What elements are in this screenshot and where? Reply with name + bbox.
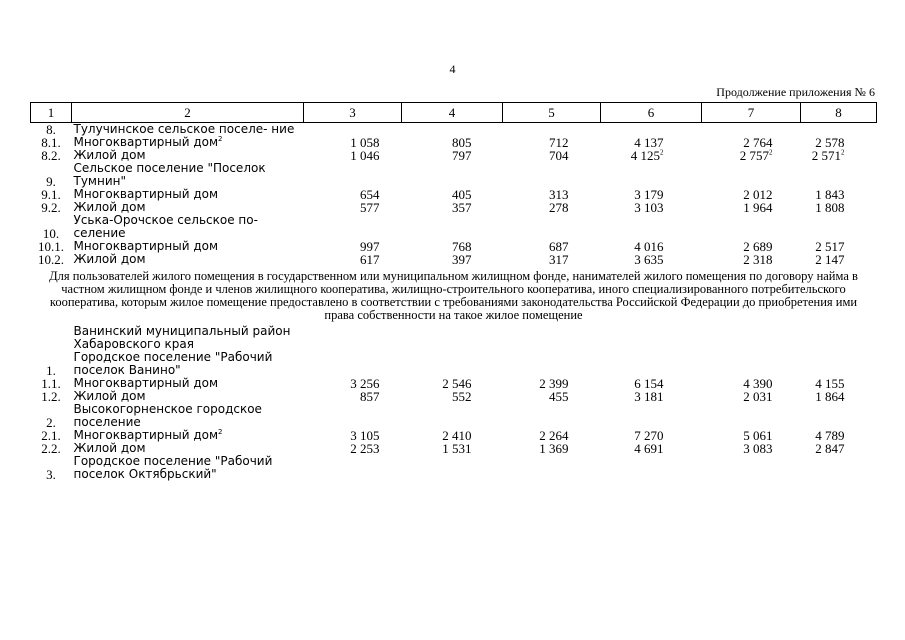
row-index: 1.2. (41, 389, 61, 404)
value-cell (304, 442, 402, 455)
row-index: 9.1. (41, 187, 61, 202)
value-text: 2 147 (815, 252, 845, 267)
value-text: 712 (549, 135, 569, 150)
value-cell (304, 240, 402, 253)
value-text: 1 046 (350, 148, 380, 163)
value-cell (702, 351, 801, 377)
value-cell (601, 455, 702, 481)
table-row (31, 351, 877, 377)
row-index: 8. (46, 122, 56, 137)
row-index: 2. (46, 415, 56, 430)
row-name (72, 162, 304, 188)
table-row (31, 162, 877, 188)
row-name-text: Жилой дом (73, 252, 146, 266)
value-cell (503, 162, 601, 188)
value-text: 7 270 (634, 428, 664, 443)
row-index: 8.1. (41, 135, 61, 150)
value-text: 397 (452, 252, 472, 267)
value-text: 2 264 (539, 428, 569, 443)
value-cell (702, 162, 801, 188)
value-cell (503, 253, 601, 266)
row-index: 8.2. (41, 148, 61, 163)
value-text: 1 369 (539, 441, 569, 456)
value-cell (702, 455, 801, 481)
row-index: 2.1. (41, 428, 61, 443)
table-row (31, 325, 877, 351)
value-cell (702, 442, 801, 455)
row-name-text: Ванинский муниципальный район Хабаровского края (73, 324, 291, 351)
header-cell: 8 (801, 103, 877, 123)
value-cell (402, 325, 503, 351)
value-cell (801, 149, 877, 162)
value-cell (304, 253, 402, 266)
row-name-text: Жилой дом (73, 389, 146, 403)
value-text: 2 546 (442, 376, 472, 391)
value-cell (402, 123, 503, 137)
value-text: 405 (452, 187, 472, 202)
value-text: 5 061 (743, 428, 773, 443)
value-cell (304, 201, 402, 214)
value-cell (402, 201, 503, 214)
value-text: 3 181 (634, 389, 664, 404)
value-text: 1 058 (350, 135, 380, 150)
value-cell (702, 390, 801, 403)
value-text: 3 256 (350, 376, 380, 391)
value-cell (503, 214, 601, 240)
value-text: 2 517 (815, 239, 845, 254)
value-cell (304, 377, 402, 390)
value-text: 1 531 (442, 441, 472, 456)
table-row (31, 123, 877, 137)
value-cell (702, 214, 801, 240)
value-cell (503, 403, 601, 429)
value-text: 654 (360, 187, 380, 202)
value-cell (402, 253, 503, 266)
continuation-label: Продолжение приложения № 6 (716, 85, 875, 99)
value-cell (304, 123, 402, 137)
row-name-text: Сельское поселение "Поселок Тумнин" (73, 161, 266, 188)
footnote-mark: 2 (769, 148, 773, 157)
value-cell (702, 149, 801, 162)
value-text: 317 (549, 252, 569, 267)
row-name (72, 214, 304, 240)
row-index: 2.2. (41, 441, 61, 456)
value-cell (503, 442, 601, 455)
value-text: 805 (452, 135, 472, 150)
value-cell (503, 201, 601, 214)
header-cell: 4 (402, 103, 503, 123)
value-text: 2 399 (539, 376, 569, 391)
header-cell: 2 (72, 103, 304, 123)
value-cell (402, 390, 503, 403)
value-text: 1 864 (815, 389, 845, 404)
value-cell (402, 149, 503, 162)
value-text: 4 691 (634, 441, 664, 456)
row-name-text: Многоквартирный дом (73, 428, 219, 442)
row-name-text: Жилой дом (73, 200, 146, 214)
value-cell (601, 351, 702, 377)
value-cell (601, 253, 702, 266)
row-name-text: Городское поселение "Рабочий поселок Октябрьский" (73, 454, 273, 481)
table-row (31, 455, 877, 481)
value-text: 278 (549, 200, 569, 215)
value-cell (801, 253, 877, 266)
value-text: 997 (360, 239, 380, 254)
value-cell (402, 442, 503, 455)
row-name-text: Многоквартирный дом (73, 376, 219, 390)
value-cell (304, 351, 402, 377)
note-row (31, 266, 877, 325)
table-row (31, 403, 877, 429)
row-name (72, 455, 304, 481)
value-text: 552 (452, 389, 472, 404)
row-index: 10.2. (38, 252, 64, 267)
value-text: 2 253 (350, 441, 380, 456)
footnote-mark: 2 (218, 428, 223, 436)
value-cell (503, 351, 601, 377)
header-cell: 1 (31, 103, 72, 123)
value-cell (304, 214, 402, 240)
value-cell (402, 214, 503, 240)
value-cell (601, 162, 702, 188)
value-cell (304, 455, 402, 481)
value-cell (304, 149, 402, 162)
value-text: 2 031 (743, 389, 773, 404)
header-cell: 5 (503, 103, 601, 123)
value-cell (801, 162, 877, 188)
row-name-text: Городское поселение "Рабочий поселок Ванино" (73, 350, 273, 377)
value-cell (702, 403, 801, 429)
value-cell (601, 442, 702, 455)
row-name (72, 403, 304, 429)
section-note: Для пользователей жилого помещения в государственном или муниципальном жилищном фонде, нанимателей жилого помещения по договору найма в частном жилищном фонде и членов жилищного кооператива, жилищно-строительного кооператива, иного специализированного потребительского кооператива, которым жилое помещение предоставлено в соответствии с требованиями законодательства Российской Федерации до приобретения ими права собственности на такое жилое помещение (49, 269, 858, 322)
value-text: 2 757 (739, 148, 769, 163)
value-cell (801, 325, 877, 351)
row-name-text: Высокогорненское городское поселение (73, 402, 262, 429)
row-index (31, 325, 72, 351)
table-row (31, 214, 877, 240)
value-text: 1 964 (743, 200, 773, 215)
value-cell (601, 149, 702, 162)
row-name-text: Жилой дом (73, 148, 146, 162)
value-cell (503, 149, 601, 162)
row-name (72, 123, 304, 137)
top-section (31, 123, 877, 267)
row-index: 10. (42, 226, 60, 241)
row-index: 10.1. (38, 239, 64, 254)
row-index: 3. (46, 467, 56, 482)
value-cell (601, 123, 702, 137)
value-cell (304, 188, 402, 201)
footnote-mark: 2 (218, 135, 223, 143)
header-row (31, 103, 877, 123)
value-text: 3 105 (350, 428, 380, 443)
value-text: 1 808 (815, 200, 845, 215)
row-name (72, 351, 304, 377)
value-text: 3 179 (634, 187, 664, 202)
header-cell: 3 (304, 103, 402, 123)
tariff-table (30, 102, 877, 481)
value-cell (801, 214, 877, 240)
header-cell: 7 (702, 103, 801, 123)
value-cell (801, 442, 877, 455)
value-cell (601, 390, 702, 403)
value-text: 797 (452, 148, 472, 163)
row-name-text: Уська-Орочское сельское по- селение (73, 213, 258, 240)
value-cell (402, 455, 503, 481)
value-text: 687 (549, 239, 569, 254)
value-cell (801, 390, 877, 403)
row-index: 1.1. (41, 376, 61, 391)
footnote-mark: 2 (841, 148, 845, 157)
value-text: 2 318 (743, 252, 773, 267)
header-cell: 6 (601, 103, 702, 123)
page-number: 4 (449, 62, 456, 76)
value-text: 2 764 (743, 135, 773, 150)
value-cell (304, 390, 402, 403)
row-index: 1. (46, 363, 56, 378)
value-text: 4 137 (634, 135, 664, 150)
row-name (72, 325, 304, 351)
value-text: 357 (452, 200, 472, 215)
row-name-text: Тулучинское сельское поселе- ние (73, 122, 295, 136)
table-row (31, 253, 877, 266)
value-cell (801, 351, 877, 377)
value-cell (702, 123, 801, 137)
value-text: 4 125 (630, 148, 660, 163)
value-cell (402, 162, 503, 188)
row-index: 9. (46, 174, 56, 189)
value-text: 6 154 (634, 376, 664, 391)
value-text: 704 (549, 148, 569, 163)
value-cell (801, 123, 877, 137)
value-cell (702, 253, 801, 266)
value-text: 313 (549, 187, 569, 202)
row-index: 9.2. (41, 200, 61, 215)
value-cell (702, 325, 801, 351)
value-cell (503, 390, 601, 403)
value-cell (304, 403, 402, 429)
value-text: 2 571 (811, 148, 841, 163)
value-text: 3 083 (743, 441, 773, 456)
value-text: 2 410 (442, 428, 472, 443)
note-section (31, 266, 877, 325)
value-text: 4 390 (743, 376, 773, 391)
value-text: 2 012 (743, 187, 773, 202)
value-cell (801, 201, 877, 214)
value-text: 617 (360, 252, 380, 267)
value-cell (601, 214, 702, 240)
value-text: 3 103 (634, 200, 664, 215)
row-name-text: Многоквартирный дом (73, 187, 219, 201)
value-cell (601, 325, 702, 351)
value-cell (402, 351, 503, 377)
bottom-section (31, 325, 877, 481)
footnote-mark: 2 (660, 148, 664, 157)
value-cell (503, 123, 601, 137)
value-text: 857 (360, 389, 380, 404)
value-cell (801, 403, 877, 429)
row-name-text: Жилой дом (73, 441, 146, 455)
value-text: 4 016 (634, 239, 664, 254)
value-cell (503, 325, 601, 351)
value-text: 3 635 (634, 252, 664, 267)
value-cell (601, 403, 702, 429)
value-text: 455 (549, 389, 569, 404)
value-cell (801, 455, 877, 481)
value-text: 2 847 (815, 441, 845, 456)
value-text: 577 (360, 200, 380, 215)
value-cell (304, 325, 402, 351)
value-cell (702, 201, 801, 214)
value-text: 2 689 (743, 239, 773, 254)
row-name-text: Многоквартирный дом (73, 239, 219, 253)
value-cell (304, 162, 402, 188)
row-name (72, 253, 304, 266)
value-text: 2 578 (815, 135, 845, 150)
value-cell (402, 403, 503, 429)
value-cell (601, 201, 702, 214)
value-text: 768 (452, 239, 472, 254)
row-name-text: Многоквартирный дом (73, 135, 219, 149)
value-text: 1 843 (815, 187, 845, 202)
value-cell (503, 455, 601, 481)
value-text: 4 155 (815, 376, 845, 391)
value-text: 4 789 (815, 428, 845, 443)
